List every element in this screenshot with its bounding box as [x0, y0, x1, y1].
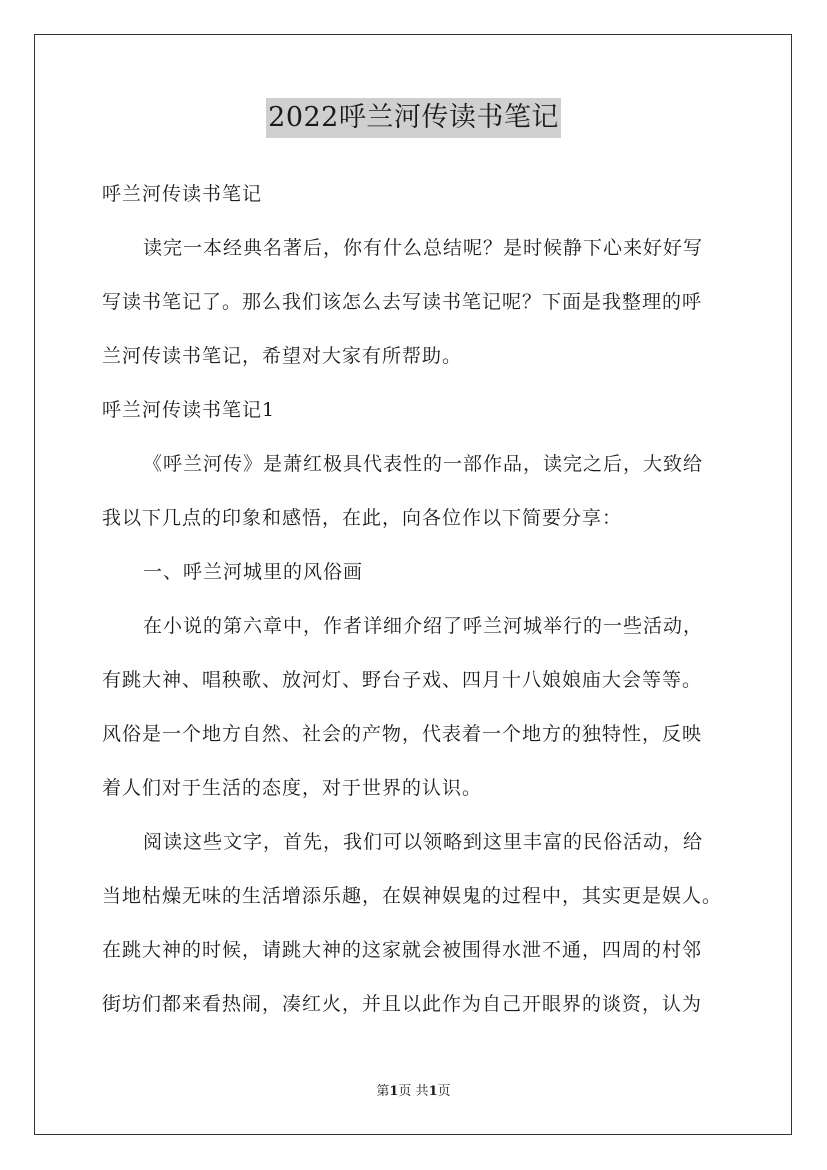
text-line: 呼兰河传读书笔记 [102, 183, 263, 205]
text-line: 呼兰河传读书笔记1 [102, 399, 276, 421]
text-line: 阅读这些文字，首先，我们可以领略到这里丰富的民俗活动，给 [143, 831, 704, 853]
footer-mid: 页 共 [398, 1084, 429, 1099]
text-line: 着人们对于生活的态度，对于世界的认识。 [102, 777, 483, 799]
text-line: 有跳大神、唱秧歌、放河灯、野台子戏、四月十八娘娘庙大会等等。 [102, 669, 703, 691]
text-line: 读完一本经典名著后，你有什么总结呢？是时候静下心来好好写 [143, 237, 704, 259]
text-line: 当地枯燥无味的生活增添乐趣，在娱神娱鬼的过程中，其实更是娱人。 [102, 885, 723, 907]
page-number: 1 [389, 1084, 399, 1099]
footer-prefix: 第 [376, 1084, 390, 1099]
text-line: 写读书笔记了。那么我们该怎么去写读书笔记呢？下面是我整理的呼 [102, 291, 703, 313]
text-line: 风俗是一个地方自然、社会的产物，代表着一个地方的独特性，反映 [102, 723, 703, 745]
text-line: 在跳大神的时候，请跳大神的这家就会被围得水泄不通，四周的村邻 [102, 939, 703, 961]
footer-suffix: 页 [437, 1084, 451, 1099]
document-title: 2022呼兰河传读书笔记 [266, 98, 561, 138]
text-line: 我以下几点的印象和感悟，在此，向各位作以下简要分享： [102, 507, 623, 529]
page-footer [0, 1083, 827, 1101]
text-line: 一、呼兰河城里的风俗画 [143, 561, 364, 583]
page-total: 1 [428, 1084, 438, 1099]
text-line: 《呼兰河传》是萧红极具代表性的一部作品，读完之后，大致给 [143, 453, 704, 475]
text-line: 在小说的第六章中，作者详细介绍了呼兰河城举行的一些活动， [143, 615, 704, 637]
text-line: 兰河传读书笔记，希望对大家有所帮助。 [102, 345, 463, 367]
text-line: 街坊们都来看热闹，凑红火，并且以此作为自己开眼界的谈资，认为 [102, 993, 703, 1015]
title-container [0, 98, 827, 138]
